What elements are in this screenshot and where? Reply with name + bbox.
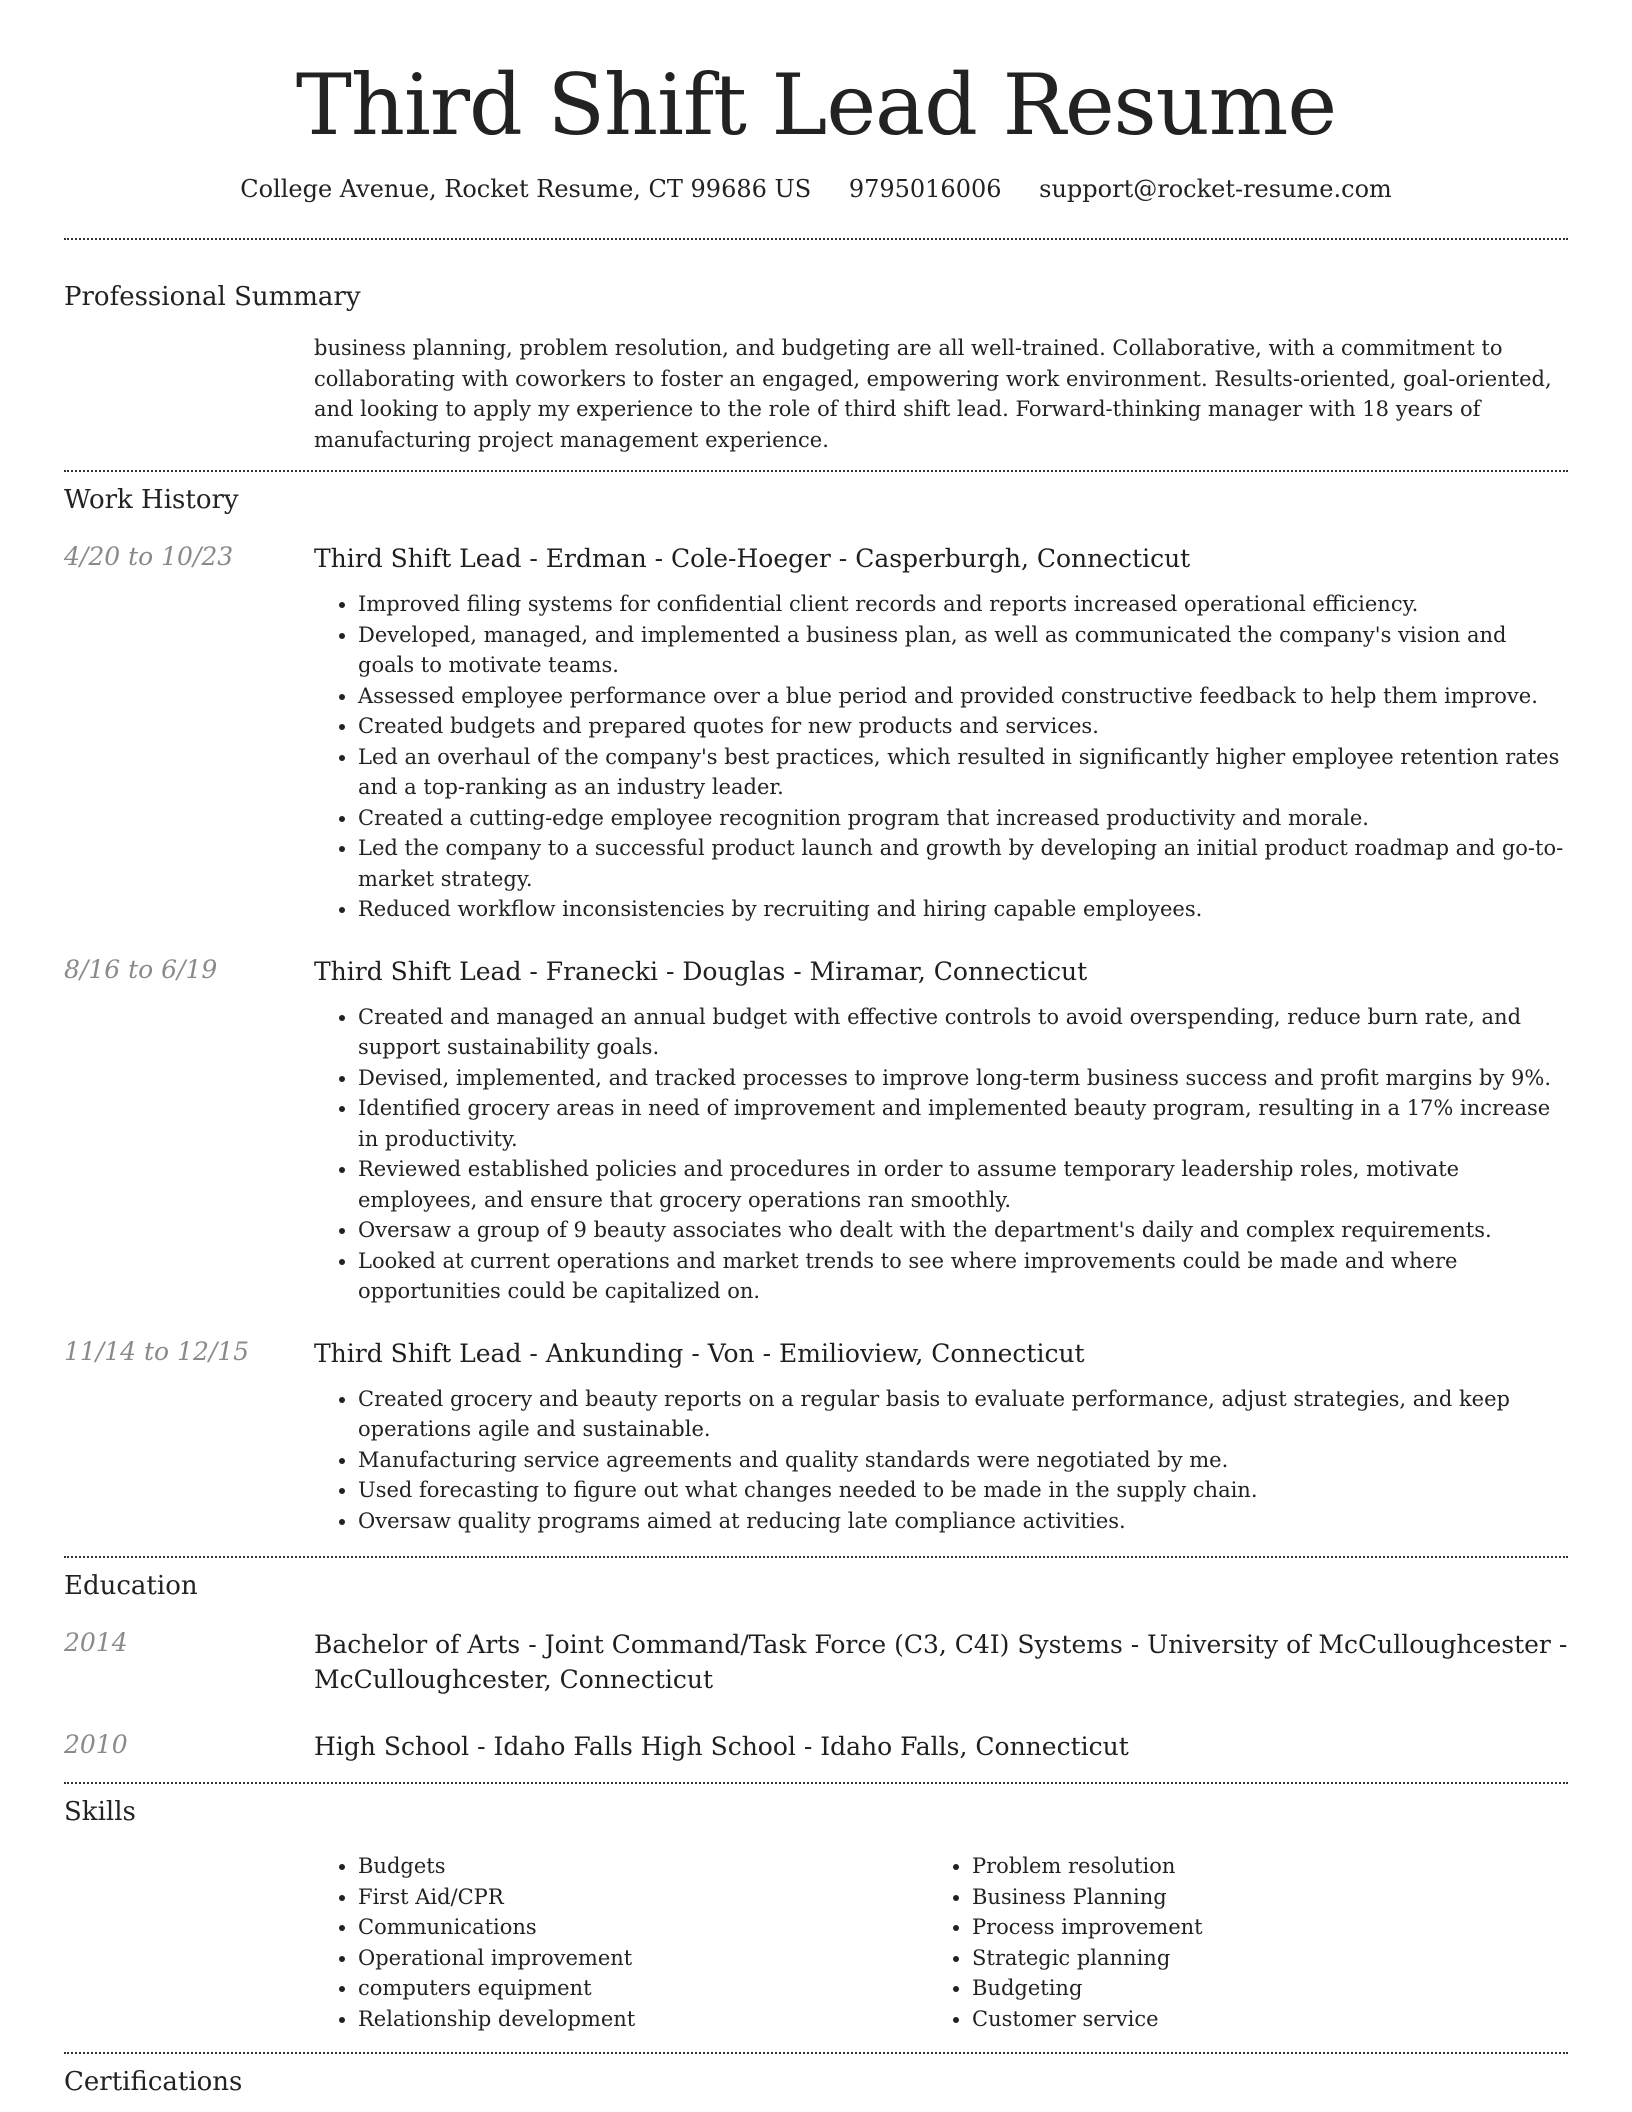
list-item: • Operational improvement xyxy=(358,1943,928,1974)
job-entry xyxy=(64,1336,1568,1537)
contact-address: College Avenue, Rocket Resume, CT 99686 US xyxy=(240,175,812,203)
job-entry xyxy=(64,954,1568,1307)
list-item: • Created a cutting-edge employee recognition program that increased productivity and morale. xyxy=(358,803,1568,834)
education-section xyxy=(64,1569,1568,1764)
job-title: Third Shift Lead - Franecki - Douglas - Miramar, Connecticut xyxy=(314,956,1088,986)
resume-page xyxy=(64,0,1568,2099)
job-title: Third Shift Lead - Erdman - Cole-Hoeger - Casperburgh, Connecticut xyxy=(314,544,1191,573)
list-item: • Led an overhaul of the company's best practices, which resulted in significantly higher employee retention rates and a top-ranking as an industry leader. xyxy=(358,742,1568,803)
education-entry xyxy=(64,1627,1568,1697)
certifications-heading: Certifications xyxy=(64,2067,243,2097)
section-divider xyxy=(64,238,1568,240)
job-duties xyxy=(314,1384,1568,1537)
contact-phone: 9795016006 xyxy=(848,175,1002,203)
job-title: Third Shift Lead - Ankunding - Von - Emilioview, Connecticut xyxy=(314,1338,1085,1368)
list-item: • Developed, managed, and implemented a business plan, as well as communicated the company's vision and goals to motivate teams. xyxy=(358,620,1568,681)
list-item: • Improved filing systems for confidential client records and reports increased operational efficiency. xyxy=(358,589,1568,620)
list-item: • First Aid/CPR xyxy=(358,1882,928,1913)
job-dates: 11/14 to 12/15 xyxy=(64,1336,250,1366)
education-year: 2014 xyxy=(64,1628,128,1657)
summary-section xyxy=(64,280,1568,455)
list-item: • Created and managed an annual budget with effective controls to avoid overspending, reduce burn rate, and support sustainability goals. xyxy=(358,1002,1568,1063)
skills-list-right xyxy=(928,1851,1542,2034)
job-duties xyxy=(314,1002,1568,1307)
section-divider xyxy=(64,470,1568,472)
list-item: • Budgeting xyxy=(972,1973,1542,2004)
list-item: • Customer service xyxy=(972,2004,1542,2035)
education-year: 2010 xyxy=(64,1730,128,1759)
job-dates: 8/16 to 6/19 xyxy=(64,954,218,984)
list-item: • Devised, implemented, and tracked processes to improve long-term business success and profit margins by 9%. xyxy=(358,1063,1568,1094)
skills-list-left xyxy=(314,1851,928,2034)
list-item: • Looked at current operations and market trends to see where improvements could be made and where opportunities could be capitalized on. xyxy=(358,1246,1568,1307)
list-item: • Strategic planning xyxy=(972,1943,1542,1974)
education-title: Bachelor of Arts - Joint Command/Task Force (C3, C4I) Systems - University of McCulloughcester - McCulloughcester, Connecticut xyxy=(314,1630,1568,1694)
list-item: • Budgets xyxy=(358,1851,928,1882)
contact-line xyxy=(64,174,1568,204)
summary-text: business planning, problem resolution, and budgeting are all well-trained. Collaborative, with a commitment to collaborating with coworkers to foster an engaged, empowering work environment. Results-oriented, goal-oriented, and looking to apply my experience to the role of third shift lead. Forward-thinking manager with 18 years of manufacturing project management experience. xyxy=(314,336,1552,452)
certifications-section xyxy=(64,2065,1568,2099)
list-item: • Relationship development xyxy=(358,2004,928,2035)
education-title: High School - Idaho Falls High School - Idaho Falls, Connecticut xyxy=(314,1732,1129,1761)
section-divider xyxy=(64,2052,1568,2054)
list-item: • Reduced workflow inconsistencies by recruiting and hiring capable employees. xyxy=(358,894,1568,925)
list-item: • Manufacturing service agreements and quality standards were negotiated by me. xyxy=(358,1445,1568,1476)
list-item: • Problem resolution xyxy=(972,1851,1542,1882)
education-heading: Education xyxy=(64,1571,198,1601)
summary-heading: Professional Summary xyxy=(64,282,361,312)
education-entry xyxy=(64,1729,1568,1764)
list-item: • Reviewed established policies and procedures in order to assume temporary leadership roles, motivate employees, and ensure that grocery operations ran smoothly. xyxy=(358,1154,1568,1215)
list-item: • Assessed employee performance over a blue period and provided constructive feedback to help them improve. xyxy=(358,681,1568,712)
section-divider xyxy=(64,1782,1568,1784)
list-item: • Used forecasting to figure out what changes needed to be made in the supply chain. xyxy=(358,1475,1568,1506)
job-entry xyxy=(64,541,1568,925)
resume-title: Third Shift Lead Resume xyxy=(295,56,1337,154)
list-item: • Led the company to a successful product launch and growth by developing an initial product roadmap and go-to-market strategy. xyxy=(358,833,1568,894)
job-duties xyxy=(314,589,1568,925)
section-divider xyxy=(64,1556,1568,1558)
job-dates: 4/20 to 10/23 xyxy=(64,542,234,571)
list-item: • Oversaw a group of 9 beauty associates who dealt with the department's daily and complex requirements. xyxy=(358,1215,1568,1246)
work-history-section xyxy=(64,483,1568,1536)
list-item: • Oversaw quality programs aimed at reducing late compliance activities. xyxy=(358,1506,1568,1537)
work-history-heading: Work History xyxy=(64,485,239,515)
list-item: • Created grocery and beauty reports on a regular basis to evaluate performance, adjust strategies, and keep operations agile and sustainable. xyxy=(358,1384,1568,1445)
skills-heading: Skills xyxy=(64,1797,136,1827)
list-item: • Created budgets and prepared quotes for new products and services. xyxy=(358,711,1568,742)
skills-section xyxy=(64,1795,1568,2034)
list-item: • Business Planning xyxy=(972,1882,1542,1913)
list-item: • computers equipment xyxy=(358,1973,928,2004)
list-item: • Communications xyxy=(358,1912,928,1943)
contact-email: support@rocket-resume.com xyxy=(1039,175,1392,203)
list-item: • Process improvement xyxy=(972,1912,1542,1943)
list-item: • Identified grocery areas in need of improvement and implemented beauty program, resulting in a 17% increase in productivity. xyxy=(358,1093,1568,1154)
